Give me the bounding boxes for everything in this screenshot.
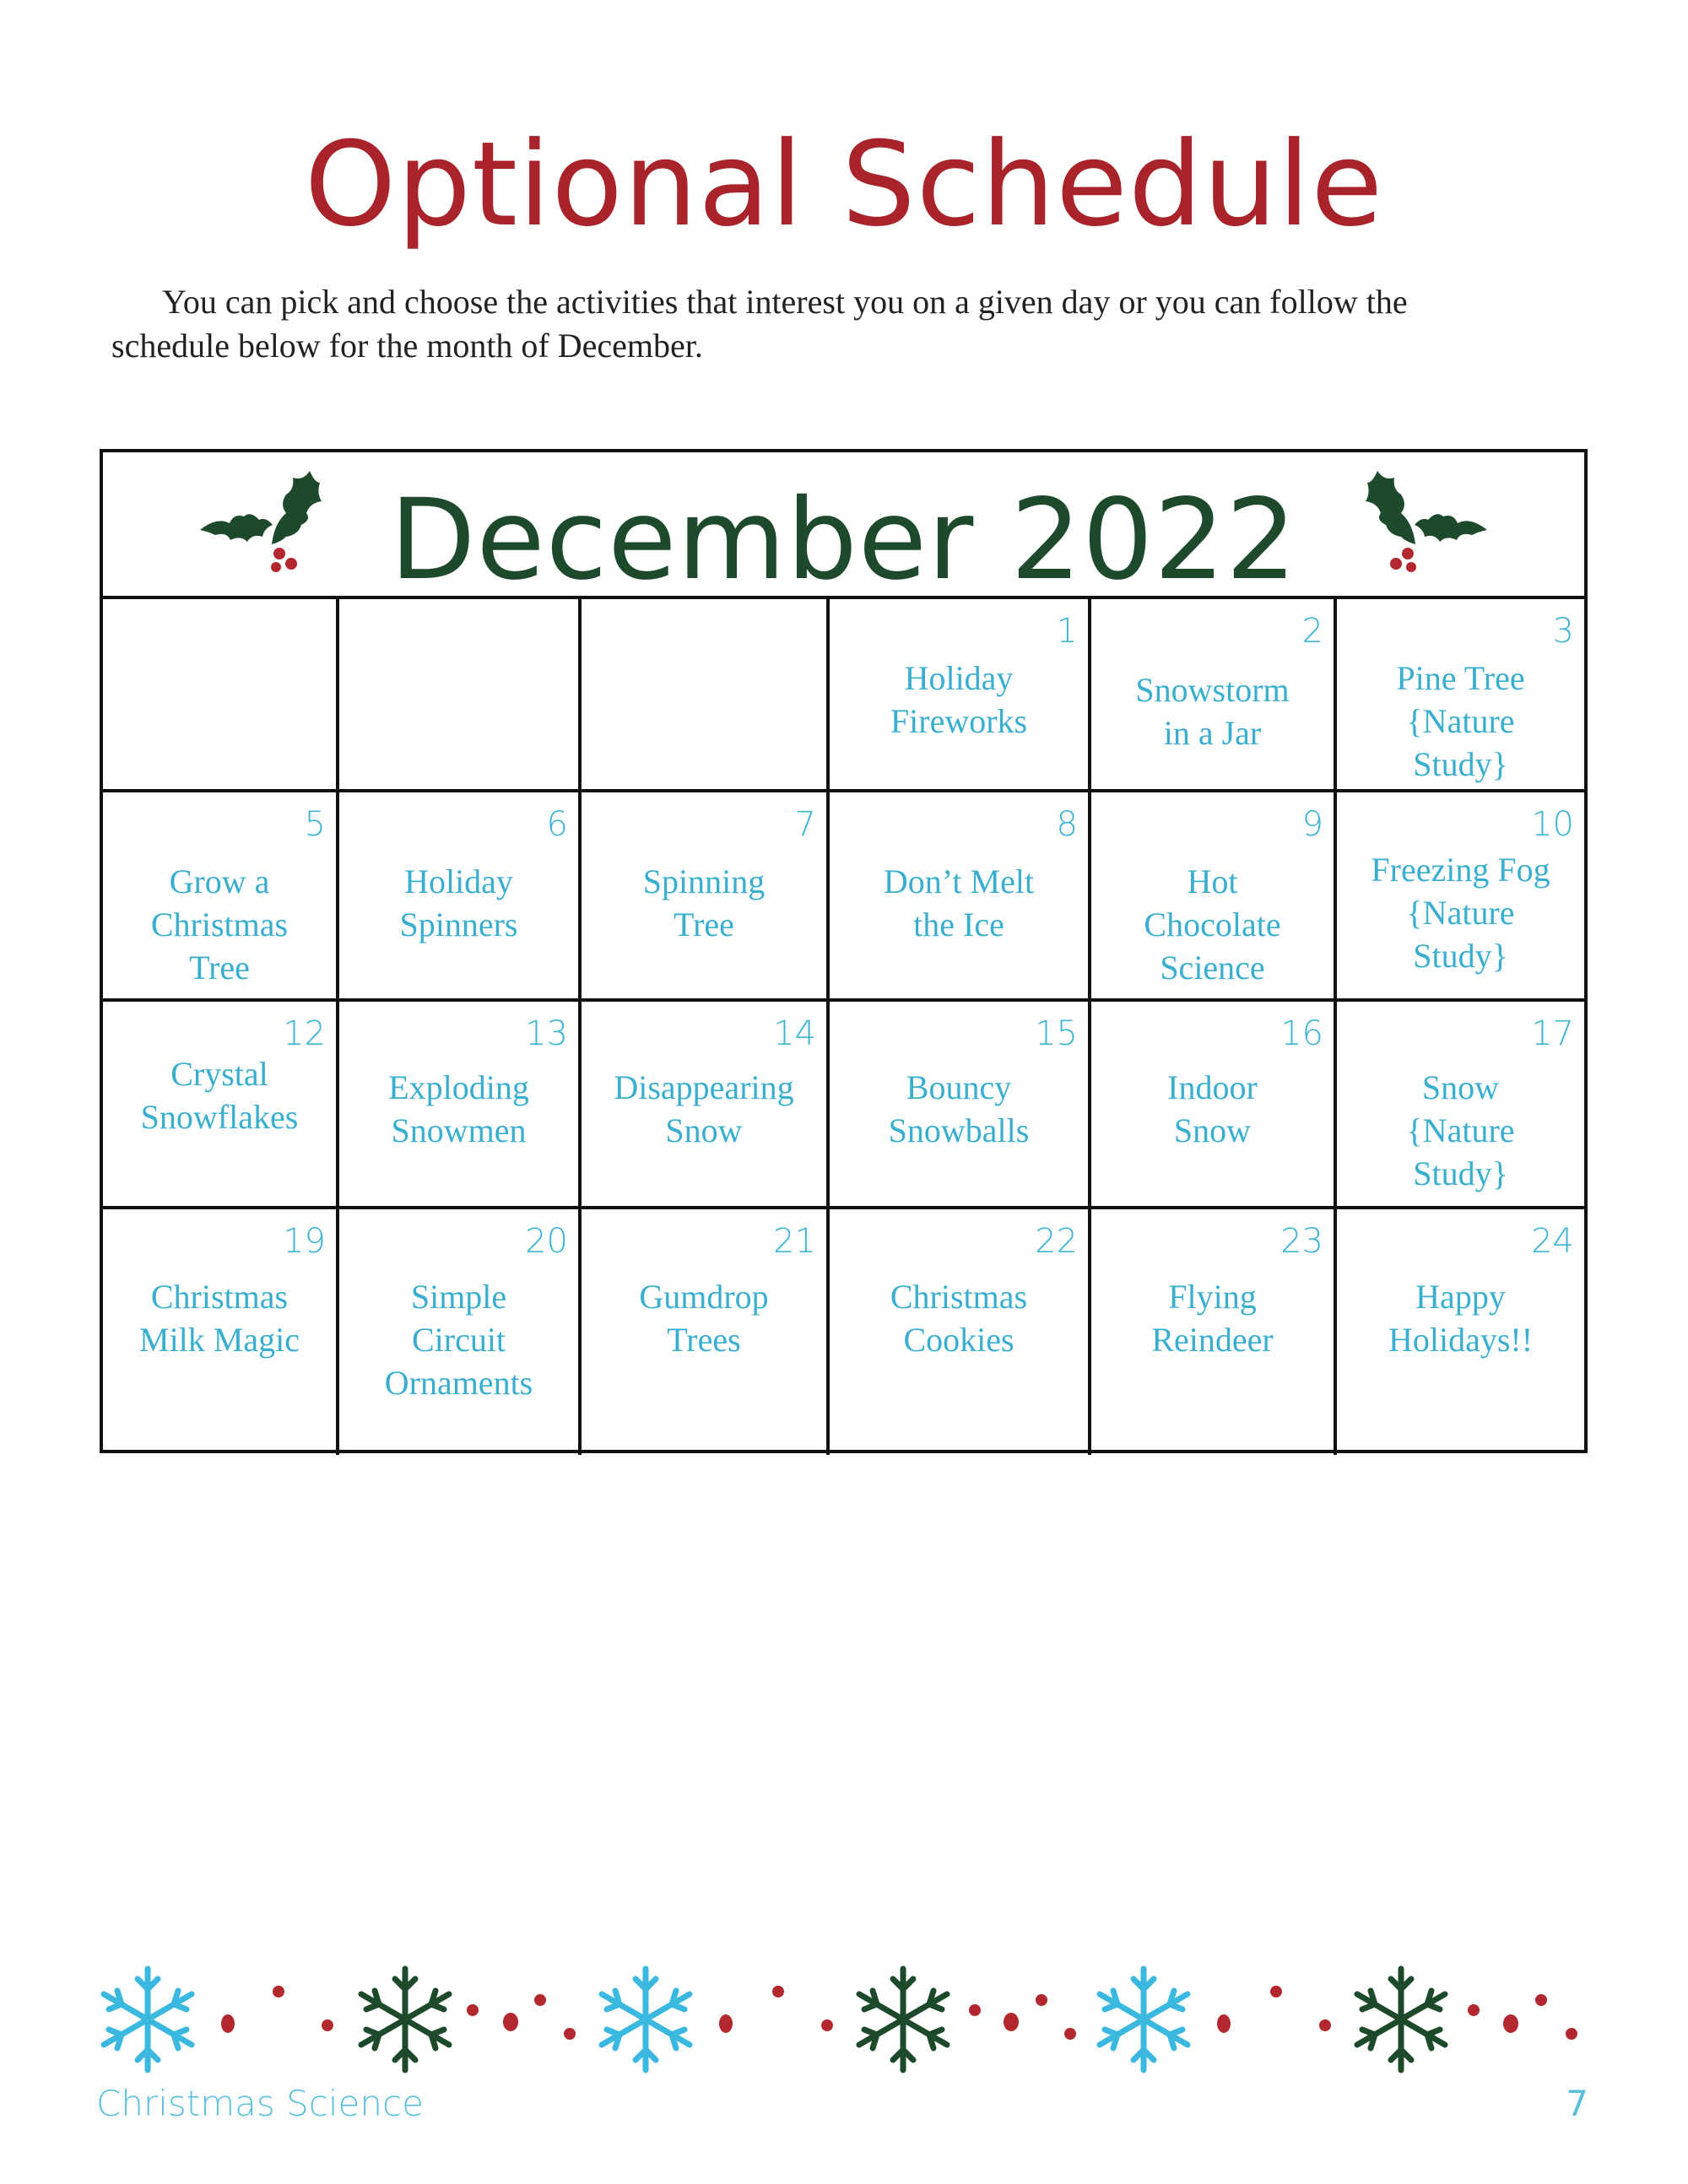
day-number: 21: [773, 1222, 816, 1261]
activity-label: Exploding Snowmen: [388, 1068, 529, 1149]
day-number: 15: [1035, 1014, 1078, 1053]
day-cell: [582, 792, 830, 998]
week-row: [103, 1002, 1584, 1209]
activity-label: Spinning Tree: [642, 862, 766, 943]
week-row: [103, 1209, 1584, 1455]
day-number: 20: [525, 1222, 568, 1261]
activity-label: Happy Holidays!!: [1388, 1278, 1534, 1359]
activity-label: Bouncy Snowballs: [888, 1068, 1030, 1149]
day-number: 23: [1280, 1222, 1323, 1261]
day-cell: [830, 792, 1091, 998]
day-number: 16: [1280, 1014, 1323, 1053]
activity-label: Holiday Fireworks: [890, 659, 1028, 740]
day-cell: [1337, 599, 1584, 789]
day-cell: [830, 599, 1091, 789]
month-title: December 2022: [389, 475, 1298, 605]
day-cell: [582, 599, 830, 789]
day-cell: [1337, 1209, 1584, 1455]
activity-label: Crystal Snowflakes: [140, 1055, 299, 1136]
week-row: [103, 792, 1584, 1002]
day-cell: [830, 1002, 1091, 1206]
snowflake-icon: [1357, 1969, 1445, 2070]
calendar-grid: [103, 599, 1584, 1455]
day-cell: [339, 1002, 582, 1206]
page-number: 7: [1566, 2083, 1588, 2124]
day-cell: [339, 792, 582, 998]
activity-label: Snow {Nature Study}: [1406, 1068, 1515, 1192]
activity-label: Indoor Snow: [1167, 1068, 1258, 1149]
day-cell: [103, 1209, 339, 1455]
day-number: 19: [283, 1222, 326, 1261]
activity-label: Christmas Milk Magic: [139, 1278, 300, 1359]
day-number: 12: [283, 1014, 326, 1053]
activity-label: Gumdrop Trees: [639, 1278, 769, 1359]
day-number: 13: [525, 1014, 568, 1053]
day-number: 2: [1301, 612, 1323, 651]
activity-label: Freezing Fog {Nature Study}: [1371, 851, 1550, 975]
footer-book-title: Christmas Science: [96, 2083, 424, 2124]
day-number: 22: [1035, 1222, 1078, 1261]
calendar: [100, 449, 1588, 1453]
day-cell: [103, 1002, 339, 1206]
activity-label: Pine Tree {Nature Study}: [1396, 659, 1525, 783]
snowflake-icon: [1100, 1969, 1188, 2070]
day-cell: [339, 599, 582, 789]
day-cell: [582, 1002, 830, 1206]
day-number: 10: [1531, 805, 1574, 844]
day-cell: [830, 1209, 1091, 1455]
snowflake-icon: [104, 1969, 192, 2070]
calendar-header: [103, 452, 1584, 605]
holly-icon: [1352, 464, 1496, 582]
activity-label: Christmas Cookies: [890, 1278, 1028, 1359]
day-cell: [1091, 792, 1337, 998]
day-cell: [1091, 1002, 1337, 1206]
day-cell: [1091, 1209, 1337, 1455]
activity-label: Don’t Melt the Ice: [883, 862, 1035, 943]
day-cell: [103, 599, 339, 789]
day-cell: [582, 1209, 830, 1455]
day-cell: [1337, 1002, 1584, 1206]
day-cell: [103, 792, 339, 998]
day-cell: [1091, 599, 1337, 789]
activity-label: Hot Chocolate Science: [1144, 862, 1281, 987]
activity-label: Grow a Christmas Tree: [150, 862, 289, 987]
activity-label: Holiday Spinners: [399, 862, 518, 943]
day-number: 7: [794, 805, 816, 844]
day-number: 1: [1056, 612, 1078, 651]
day-number: 3: [1552, 612, 1574, 651]
day-cell: [1337, 792, 1584, 998]
day-cell: [339, 1209, 582, 1455]
day-number: 17: [1531, 1014, 1574, 1053]
day-number: 5: [304, 805, 326, 844]
activity-label: Disappearing Snow: [614, 1068, 794, 1149]
activity-label: Flying Reindeer: [1151, 1278, 1274, 1359]
snowflake-icon: [361, 1969, 449, 2070]
week-row: [103, 599, 1584, 792]
day-number: 14: [773, 1014, 816, 1053]
snowflake-icon: [602, 1969, 690, 2070]
day-number: 9: [1301, 805, 1323, 844]
day-number: 6: [546, 805, 568, 844]
day-number: 8: [1056, 805, 1078, 844]
day-number: 24: [1531, 1222, 1574, 1261]
page-title: Optional Schedule: [304, 116, 1384, 252]
intro-paragraph: You can pick and choose the activities that interest you on a given day or you can follow the schedule below for the month of December.: [111, 283, 1408, 365]
snowflake-border: [93, 1956, 1595, 2083]
snowflake-icon: [859, 1969, 947, 2070]
activity-label: Simple Circuit Ornaments: [384, 1278, 533, 1402]
activity-label: Snowstorm in a Jar: [1135, 671, 1290, 752]
